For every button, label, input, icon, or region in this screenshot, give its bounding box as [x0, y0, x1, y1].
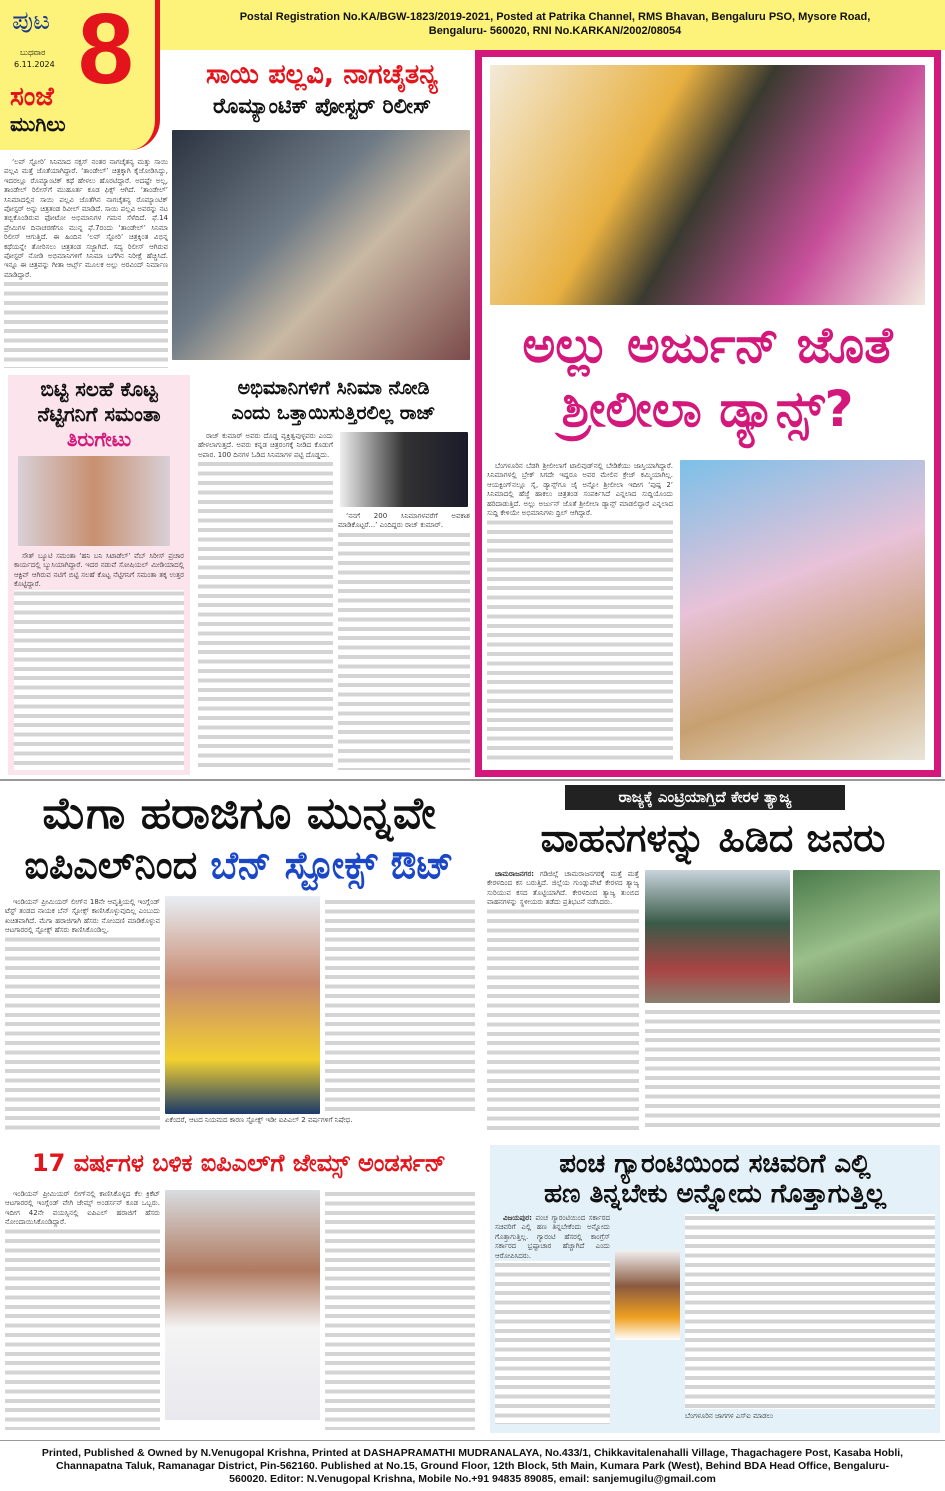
kerala-dateline: ಚಾಮರಾಜನಗರ: [495, 870, 534, 878]
sai-headline-2: ರೊಮ್ಯಾಂಟಿಕ್ ಪೋಸ್ಟರ್ ರಿಲೀಸ್ [212, 94, 432, 118]
kerala-headline: ವಾಹನಗಳನ್ನು ಹಿಡಿದ ಜನರು [540, 816, 886, 860]
stokes-photo [165, 896, 320, 1114]
raj-photo [340, 432, 468, 507]
samantha-headline-3: ತಿರುಗೇಟು [66, 427, 132, 451]
stokes-headline-2a: ಐಪಿಎಲ್‌ನಿಂದ [24, 843, 211, 887]
weekday: ಬುಧವಾರ [20, 48, 46, 57]
postal-info: Postal Registration No.KA/BGW-1823/2019-2021, Posted at Patrika Channel, RMS Bhavan, Bengaluru PSO, Mysore Road, Bengaluru- 560020, RNI No.KARKAN/2002/08054 [239, 11, 871, 37]
sai-headline-1: ಸಾಯಿ ಪಲ್ಲವಿ, ನಾಗಚೈತನ್ಯ [206, 59, 438, 90]
raj-headline-1: ಅಭಿಮಾನಿಗಳಿಗೆ ಸಿನಿಮಾ ನೋಡಿ [237, 377, 430, 399]
kerala-body-2 [645, 1008, 940, 1130]
guarantee-body-text: ಪಂಚ ಗ್ಯಾರಂಟಿಯಿಂದ ಸರ್ಕಾರದ ಸಚಿವರಿಗೆ ಎಲ್ಲಿ ಹಣ ತಿನ್ನಬೇಕೆಂದು ಅನ್ನೋದು ಗೊತ್ತಾಗುತ್ತಿಲ್ಲ. ಗ್ಯಾರಂಟಿ ಹೆಸರಲ್ಲಿ ಕಾಂಗ್ರೆಸ್ ಸರ್ಕಾರದ ಭ್ರಷ್ಟಾಚಾರ ಹೆಚ್ಚಾಗಿದೆ ಎಂದು ಆರೋಪಿಸಿದರು. [495, 1214, 610, 1260]
guarantee-photo [615, 1250, 680, 1340]
kerala-photo-1 [645, 870, 790, 1003]
sai-photo [172, 130, 470, 360]
sai-body: ‘ಲವ್ ಸ್ಟೋರಿ’ ಸಿನಿಮಾದ ಸಕ್ಸಸ್ ನಂತರ ನಾಗಚೈತನ್ಯ ಮತ್ತು ಸಾಯಿ ಪಲ್ಲವಿ ಮತ್ತೆ ಜೊತೆಯಾಗಿದ್ದಾರೆ. ‘ತಾಂಡೇಲ್’ ಚಿತ್ರಕ್ಕಾಗಿ ಕೈಜೋಡಿಸಿದ್ದು, ಇದರಲ್ಲೂ ರೊಮ್ಯಾಂಟಿಕ್ ಕಥೆ ಹೇಳಲು ಹೊರಟಿದ್ದಾರೆ. ಅದಷ್ಟೇ ಅಲ್ಲ, ತಾಂಡೇಲ್ ರಿಲೀಸ್‌ಗೆ ಮುಹೂರ್ತ ಕೂಡ ಫಿಕ್ಸ್ ಆಗಿದೆ. ‘ತಾಂಡೇಲ್’ ಸಿನಿಮಾದಲ್ಲಿನ ಸಾಯಿ ಪಲ್ಲವಿ ಜೊತೆಗಿನ ನಾಗಚೈತನ್ಯ ರೊಮ್ಯಾಂಟಿಕ್ ಪೋಸ್ಟರ್ ಅನ್ನು ಚಿತ್ರತಂಡ ರಿವೀಲ್ ಮಾಡಿದೆ. ಸಾಯಿ ಪಲ್ಲವಿ ಅವರನ್ನು ನಟ ತಬ್ಬಿಕೊಂಡಿರುವ ಫೋಟೋ ಅಭಿಮಾನಿಗಳ ಗಮನ ಸೆಳೆದಿದೆ. ಫೆ.14 ಪ್ರೇಮಿಗಳ ದಿನಾಚರಣೆಗೂ ಮುನ್ನ ಫೆ.7ರಂದು ‘ತಾಂಡೇಲ್’ ಸಿನಿಮಾ ರಿಲೀಸ್ ಆಗುತ್ತಿದೆ. ಈ ಹಿಂದಿನ ‘ಲವ್ ಸ್ಟೋರಿ’ ಚಿತ್ರಕ್ಕಿಂತ ವಿಭಿನ್ನ ಕಥೆಯನ್ನೇ ತೋರಿಸಲು ಚಿತ್ರತಂಡ ಸಜ್ಜಾಗಿದೆ. ಸದ್ಯ ರಿಲೀಸ್ ಆಗಿರುವ ಪೋಸ್ಟರ್ ನೋಡಿ ಅಭಿಮಾನಿಗಳಿಗೆ ಸಿನಿಮಾ ಬಗೆಗಿನ ನಿರೀಕ್ಷೆ ಹೆಚ್ಚಿಸಿದೆ. ಇನ್ನೂ ಈ ಚಿತ್ರವನ್ನು ಗೀತಾ ಆರ್ಟ್ಸ್ ಮೂಲಕ ಅಲ್ಲು ಅರವಿಂದ್ ನಿರ್ಮಾಣ ಮಾಡಿದ್ದಾರೆ. [4, 158, 168, 368]
stokes-headline-2b: ಬೆನ್ ಸ್ಟೋಕ್ಸ್ ಔಟ್ [210, 843, 454, 887]
brand-mugilu: ಮುಗಿಲು [10, 112, 66, 136]
section-divider [0, 779, 945, 781]
anderson-body-2 [325, 1190, 475, 1430]
stokes-headline-1: ಮೆಗಾ ಹರಾಜಿಗೂ ಮುನ್ನವೇ [42, 788, 436, 839]
footer-divider [0, 1440, 945, 1441]
kerala-body-text: ಗಡಿಜಿಲ್ಲೆ ಚಾಮರಾಜನಗರಕ್ಕೆ ಮತ್ತೆ ಮತ್ತೆ ಕೇರಳದಿಂದ ಕಸ ಬರುತ್ತಿದೆ. ಜಿಲ್ಲೆಯ ಗುಂಡ್ಲುಪೇಟೆ ಕೇರಳದ ತ್ಯಾಜ್ಯ ಸುರಿಯುವ ಕಸದ ತೊಟ್ಟಿಯಾಗಿದೆ. ಕೇರಳದಿಂದ ತ್ಯಾಜ್ಯ ತುಂಬಿದ ವಾಹನಗಳನ್ನು ಸ್ಥಳೀಯರು ತಡೆದು ಪ್ರತಿಭಟನೆ ನಡೆಸಿದರು. [487, 870, 639, 907]
kerala-body [487, 870, 639, 1130]
samantha-photo [18, 456, 170, 546]
anderson-photo [165, 1190, 320, 1420]
sreeleela-photo-1 [490, 65, 925, 305]
stokes-caption: ಏಕೆಂದರೆ, ಆಟದ ನಿಯಮದ ಕಾರಣ ಸ್ಟೋಕ್ಸ್ ಇಡೀ ಐಪಿಎಲ್ 2 ವರ್ಷಗಳಿಗೆ ನಿಷೇಧ. [165, 1116, 353, 1124]
anderson-headline: 17 ವರ್ಷಗಳ ಬಳಿಕ ಐಪಿಎಲ್‌ಗೆ ಜೇಮ್ಸ್ ಅಂಡರ್ಸನ್ [31, 1149, 446, 1177]
brand-sanje: ಸಂಜೆ [10, 82, 54, 112]
anderson-body: ಇಂಡಿಯನ್ ಪ್ರೀಮಿಯರ್ ಲೀಗ್‌ನಲ್ಲಿ ಕಾಣಿಸಿಕೊಳ್ಳದ ಕೆಲ ಕ್ರಿಕೆಟ್ ಆಟಗಾರರಲ್ಲಿ ಇಂಗ್ಲೆಂಡ್ ವೇಗಿ ಜೇಮ್ಸ್ ಅಂಡರ್ಸನ್ ಕೂಡ ಒಬ್ಬರು. ಇದೀಗ 42ನೇ ವಯಸ್ಸಿನಲ್ಲಿ ಐಪಿಎಲ್ ಹರಾಜಿಗೆ ಹೆಸರು ನೋಂದಾಯಿಸಿಕೊಂಡಿದ್ದಾರೆ. [5, 1190, 160, 1430]
sreeleela-photo-2 [680, 460, 925, 760]
sreeleela-body: ಬೆಂಗಳೂರಿನ ಬೆಡಗಿ ಶ್ರೀಲೀಲಾಗೆ ಟಾಲಿವುಡ್‌ನಲ್ಲಿ ಬೇಡಿಕೆಯು ಜಾಸ್ತಿಯಾಗಿದ್ದಾರೆ. ಸಿನಿಮಾಗಳಲ್ಲಿ ಬ್ರೇಕ್ ಸಿಗದೇ ಇದ್ದರೂ ಅವರ ಮೇಲಿನ ಕ್ರೇಜ್ ಕಮ್ಮಿಯಾಗಿಲ್ಲ. ಆಯಕ್ಟಿಂಗ್‌ನಲ್ಲೂ ಸೈ, ಡ್ಯಾನ್ಸ್‌ಗೂ ಜೈ ಅನ್ನೋ ಶ್ರೀಲೀಲಾ ಇದೀಗ ‘ಪುಷ್ಪ 2’ ಸಿನಿಮಾದಲ್ಲಿ ಹೆಜ್ಜೆ ಹಾಕಲು ಚಿತ್ರತಂಡ ಸಂಪರ್ಕಿಸಿದೆ ಎನ್ನಲಾದ ಸುದ್ದಿಯೊಂದು ಹರಿದಾಡುತ್ತಿದೆ. ಅಲ್ಲು ಅರ್ಜುನ್ ಜೊತೆ ಶ್ರೀಲೀಲಾ ಡ್ಯಾನ್ಸ್ ಮಾಡಲಿದ್ದಾರೆ ಎನ್ನಲಾದ ಸುದ್ದಿ ಕೇಳಿಯೇ ಅಭಿಮಾನಿಗಳು ಥ್ರಿಲ್ ಆಗಿದ್ದಾರೆ. [487, 462, 673, 762]
samantha-headline-1: ಬಿಟ್ಟಿ ಸಲಹೆ ಕೊಟ್ಟ [40, 377, 158, 401]
raj-headline-2: ಎಂದು ಒತ್ತಾಯಿಸುತ್ತಿರಲಿಲ್ಲ ರಾಜ್ [231, 402, 436, 424]
masthead [0, 0, 160, 150]
guarantee-headline-2: ಹಣ ತಿನ್ನಬೇಕು ಅನ್ನೋದು ಗೊತ್ತಾಗುತ್ತಿಲ್ಲ [543, 1179, 886, 1209]
raj-quote: ‘ನನಗೆ 200 ಸಿನಿಮಾಗಳವರೆಗೆ ಅವಕಾಶ ಮಾಡಿಕೊಟ್ಟರೆ...’ ಎಂದಿದ್ದರು ರಾಜ್ ಕುಮಾರ್. [338, 512, 470, 770]
stokes-body-2 [325, 898, 475, 1113]
samantha-headline-2: ನೆಟ್ಟಿಗನಿಗೆ ಸಮಂತಾ [37, 402, 161, 426]
stokes-headline-2 [0, 845, 478, 887]
stokes-body: ಇಂಡಿಯನ್ ಪ್ರೀಮಿಯರ್ ಲೀಗ್‌ನ 18ನೇ ಆವೃತ್ತಿಯಲ್ಲಿ ಇಂಗ್ಲೆಂಡ್ ಟೆಸ್ಟ್ ತಂಡದ ನಾಯಕ ಬೆನ್ ಸ್ಟೋಕ್ಸ್ ಕಾಣಿಸಿಕೊಳ್ಳುವುದಿಲ್ಲ ಎಂಬುದು ಖಚಿತವಾಗಿದೆ. ಮೆಗಾ ಹರಾಜಿಗಾಗಿ ಹೆಸರು ನೋಂದಣಿ ಮಾಡಿಕೊಳ್ಳುವ ಆಟಗಾರರಲ್ಲಿ ಸ್ಟೋಕ್ಸ್ ಹೆಸರು ಕಾಣಿಸಿಕೊಂಡಿಲ್ಲ. [5, 898, 160, 1130]
kerala-kicker: ರಾಜ್ಯಕ್ಕೆ ಎಂಟ್ರಿಯಾಗ್ತಿದೆ ಕೇರಳ ತ್ಯಾಜ್ಯ [565, 785, 845, 810]
guarantee-body [495, 1214, 610, 1424]
kerala-photo-2 [793, 870, 940, 1003]
page-label: ಪುಟ [12, 6, 51, 36]
date: 6.11.2024 [14, 60, 55, 69]
page-number: 8 [78, 0, 134, 105]
guarantee-dateline: ವಿಜಯಪುರ: [503, 1214, 532, 1222]
sreeleela-headline-1: ಅಲ್ಲು ಅರ್ಜುನ್ ಜೊತೆ [522, 316, 893, 374]
raj-body: ರಾಜ್ ಕುಮಾರ್ ಅವರು ದೊಡ್ಡ ವ್ಯಕ್ತಿತ್ವವುಳ್ಳವರು ಎಂದು ಹೇಳಲಾಗುತ್ತದೆ. ಅವರು ಕನ್ನಡ ಚಿತ್ರರಂಗಕ್ಕೆ ನೀಡಿದ ಕೊಡುಗೆ ಅಪಾರ. 100 ದಿನಗಳ ಓಡಿದ ಸಿನಿಮಾಗಳ ಪಟ್ಟಿ ದೊಡ್ಡದು. [198, 432, 333, 770]
footer-imprint: Printed, Published & Owned by N.Venugopal Krishna, Printed at DASHAPRAMATHI MUDRANALAYA, No.433/1, Chikkavitalenahalli Village, Thagachagere Post, Kasaba Hobli, Channapatna Taluk, Ramanagar District, Pin-562160. Published at No.15, Ground Floor, 12th Block, 5th Main, Kumara Park (West), Behind BDA Head Office, Bengaluru-560020. Editor: N.Venugopal Krishna, Mobile No.+91 94835 89085, email: sanjemugilu@gmail.com [41, 1447, 904, 1485]
guarantee-signoff: ಬೆಂಗಳೂರಿನ ಜಾಗಗಳ ಎಸ್ಐ ಮಾಡಲು [685, 1412, 774, 1420]
guarantee-body-2 [685, 1214, 935, 1409]
sreeleela-headline-2: ಶ್ರೀಲೀಲಾ ಡ್ಯಾನ್ಸ್? [561, 380, 854, 438]
samantha-body: ಸೌತ್ ಬ್ಯೂಟಿ ಸಮಂತಾ ‘ಹನಿ ಬನಿ ಸಿಟಾಡೆಲ್’ ವೆಬ್ ಸಿರೀಸ್ ಪ್ರಚಾರ ಕಾರ್ಯದಲ್ಲಿ ಬ್ಯುಸಿಯಾಗಿದ್ದಾರೆ. ಇದರ ನಡುವೆ ಸೋಷಿಯಲ್ ಮೀಡಿಯಾದಲ್ಲಿ ಆಕ್ಟಿವ್ ಆಗಿರುವ ನಟಿಗೆ ಬಿಟ್ಟಿ ಸಲಹೆ ಕೊಟ್ಟ ನೆಟ್ಟಿಗನಿಗೆ ಸಮಂತಾ ತಕ್ಕ ಉತ್ತರ ಕೊಟ್ಟಿದ್ದಾರೆ. [14, 552, 184, 770]
guarantee-headline-1: ಪಂಚ ಗ್ಯಾರಂಟಿಯಿಂದ ಸಚಿವರಿಗೆ ಎಲ್ಲಿ [559, 1149, 871, 1179]
